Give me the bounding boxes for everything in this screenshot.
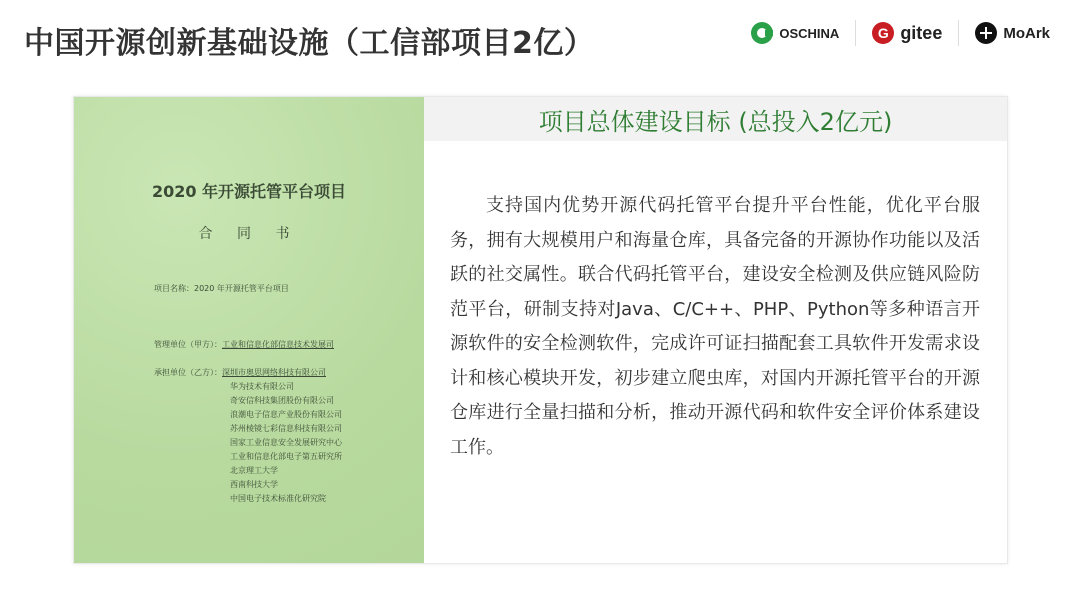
content-card [73,96,1008,564]
oschina-icon [751,22,773,44]
cover-subtitle: 合 同 书 [198,226,300,242]
gitee-icon: G [872,22,894,44]
oschina-label: OSCHINA [779,25,840,41]
moark-icon [975,22,997,44]
partner-logos [751,20,1050,46]
slide-title: 中国开源创新基础设施（工信部项目2亿） [24,26,595,61]
cover-undertaker-item: 北京理工大学 [230,466,278,475]
cover-undertaker-item: 深圳市奥思网络科技有限公司 [222,368,326,377]
cover-undertaker-item: 中国电子技术标准化研究院 [230,494,326,503]
cover-undertaker [154,367,326,378]
moark-label: MoArk [1003,24,1050,42]
cover-undertaker-item: 西南科技大学 [230,480,278,489]
cover-project-name: 项目名称：2020 年开源托管平台项目 [154,284,289,293]
cover-manager-label: 管理单位（甲方）： [154,340,222,349]
cover-undertaker-item: 国家工业信息安全发展研究中心 [230,438,342,447]
moark-logo [975,22,1050,44]
logo-divider [855,20,856,46]
oschina-logo [751,22,839,44]
gitee-label: gitee [900,22,943,43]
target-header [424,97,1007,141]
gitee-logo [872,22,942,44]
cover-undertaker-item: 工业和信息化部电子第五研究所 [230,452,342,461]
target-body: 支持国内优势开源代码托管平台提升平台性能，优化平台服务，拥有大规模用户和海量仓库，具备完备的开源协作功能以及活跃的社交属性。联合代码托管平台，建设安全检测及供应链风险防范平台，研制支持对Java、C/C++、PHP、Python等多种语言开源软件的安全检测软件，完成许可证扫描配套工具软件开发需求设计和核心模块开发，初步建立爬虫库，对国内开源托管平台的开源仓库进行全量扫描和分析，推动开源代码和软件安全评价体系建设工作。 [450,195,980,458]
cover-undertaker-item: 奇安信科技集团股份有限公司 [230,396,334,405]
cover-manager [154,339,334,350]
contract-cover-image [74,97,424,563]
target-title: 项目总体建设目标 (总投入2亿元) [538,107,893,136]
cover-undertaker-item: 浪潮电子信息产业股份有限公司 [230,410,342,419]
logo-divider [958,20,959,46]
cover-undertaker-item: 苏州棱镜七彩信息科技有限公司 [230,424,342,433]
cover-undertaker-label: 承担单位（乙方）： [154,368,222,377]
cover-title: 2020 年开源托管平台项目 [151,182,347,201]
cover-undertaker-item: 华为技术有限公司 [230,382,294,391]
cover-manager-value: 工业和信息化部信息技术发展司 [222,340,334,349]
